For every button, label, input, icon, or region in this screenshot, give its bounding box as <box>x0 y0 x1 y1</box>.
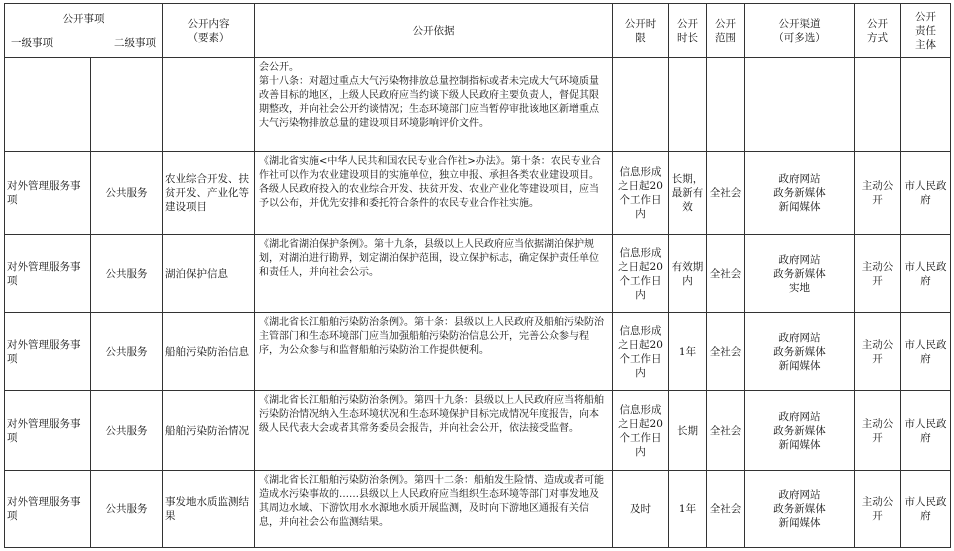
cell-subject: 市人民政府 <box>901 152 951 235</box>
cell-subject: 市人民政府 <box>901 471 951 548</box>
cell-content <box>163 58 255 152</box>
cell-method: 主动公开 <box>855 391 901 471</box>
cell-content: 湖泊保护信息 <box>163 235 255 313</box>
cell-duration <box>669 58 707 152</box>
cell-basis: 会公开。 第十八条：对超过重点大气污染物排放总量控制指标或者未完成大气环境质量改善目标的地区，上级人民政府应当约谈下级人民政府主要负责人，督促其限期整改，并向社会公开约谈情况；生态环境部门应当暂停审批该地区新增重点大气污染物排放总量的建设项目环境影响评价文件。 <box>255 58 613 152</box>
cell-basis: 《湖北省长江船舶污染防治条例》。第四十二条：船舶发生险情、造成或者可能造成水污染事故的……县级以上人民政府应当组织生态环境等部门对事发地及其周边水域、下游饮用水水源地水质开展监测，及时向下游地区通报有关信息，并向社会公布监测结果。 <box>255 471 613 548</box>
header-content: 公开内容 （要素） <box>163 4 255 58</box>
cell-basis: 《湖北省湖泊保护条例》。第十九条，县级以上人民政府应当依据湖泊保护规划，对湖泊进行勘界，划定湖泊保护范围，设立保护标志，确定保护责任单位和责任人，并向社会公示。 <box>255 235 613 313</box>
cell-scope: 全社会 <box>707 471 745 548</box>
header-channel: 公开渠道 （可多选） <box>745 4 855 58</box>
cell-subject <box>901 58 951 152</box>
cell-basis: 《湖北省长江船舶污染防治条例》。第十条：县级以上人民政府及船舶污染防治主管部门和生态环境部门应当加强船舶污染防治信息公开，完善公众参与程序，为公众参与和监督船舶污染防治工作提供便利。 <box>255 313 613 391</box>
cell-scope: 全社会 <box>707 152 745 235</box>
cell-level1: 对外管理服务事项 <box>5 471 91 548</box>
cell-level1: 对外管理服务事项 <box>5 152 91 235</box>
cell-scope: 全社会 <box>707 235 745 313</box>
cell-scope <box>707 58 745 152</box>
cell-level1 <box>5 58 91 152</box>
header-duration: 公开 时长 <box>669 4 707 58</box>
cell-level2: 公共服务 <box>91 471 163 548</box>
table-row <box>5 313 951 391</box>
cell-level1: 对外管理服务事项 <box>5 313 91 391</box>
cell-content: 船舶污染防治情况 <box>163 391 255 471</box>
cell-channel: 政府网站 政务新媒体 新闻媒体 <box>745 471 855 548</box>
table-row <box>5 58 951 152</box>
table-row <box>5 391 951 471</box>
header-scope: 公开 范围 <box>707 4 745 58</box>
header-subject: 公开 责任 主体 <box>901 4 951 58</box>
cell-level2: 公共服务 <box>91 313 163 391</box>
cell-timelimit <box>613 58 669 152</box>
header-timelimit: 公开时 限 <box>613 4 669 58</box>
cell-method: 主动公开 <box>855 313 901 391</box>
header-level2: 二级事项 <box>114 36 156 49</box>
cell-level2 <box>91 58 163 152</box>
header-matter <box>5 4 163 58</box>
cell-duration: 长期，最新有效 <box>669 152 707 235</box>
header-matter-label: 公开事项 <box>62 12 105 25</box>
cell-level2: 公共服务 <box>91 391 163 471</box>
cell-channel: 政府网站 政务新媒体 新闻媒体 <box>745 391 855 471</box>
cell-channel <box>745 58 855 152</box>
cell-duration: 长期 <box>669 391 707 471</box>
header-method: 公开 方式 <box>855 4 901 58</box>
cell-timelimit: 及时 <box>613 471 669 548</box>
cell-subject: 市人民政府 <box>901 235 951 313</box>
cell-timelimit: 信息形成之日起20个工作日内 <box>613 235 669 313</box>
cell-subject: 市人民政府 <box>901 391 951 471</box>
cell-level1: 对外管理服务事项 <box>5 391 91 471</box>
cell-basis: 《湖北省实施<中华人民共和国农民专业合作社>办法》。第十条：农民专业合作社可以作为农业建设项目的实施单位，独立申报、承担各类农业建设项目。各级人民政府投入的农业综合开发、扶贫开发、农业产业化等建设项目，应当予以公布，并优先安排和委托符合条件的农民专业合作社实施。 <box>255 152 613 235</box>
cell-content: 船舶污染防治信息 <box>163 313 255 391</box>
cell-scope: 全社会 <box>707 391 745 471</box>
cell-level1: 对外管理服务事项 <box>5 235 91 313</box>
table-row <box>5 152 951 235</box>
cell-duration: 1年 <box>669 471 707 548</box>
cell-subject: 市人民政府 <box>901 313 951 391</box>
cell-timelimit: 信息形成之日起20个工作日内 <box>613 391 669 471</box>
cell-channel: 政府网站 政务新媒体 实地 <box>745 235 855 313</box>
cell-scope: 全社会 <box>707 313 745 391</box>
cell-method <box>855 58 901 152</box>
cell-timelimit: 信息形成之日起20个工作日内 <box>613 152 669 235</box>
cell-duration: 有效期内 <box>669 235 707 313</box>
cell-basis: 《湖北省长江船舶污染防治条例》。第四十九条：县级以上人民政府应当将船舶污染防治情况纳入生态环境状况和生态环境保护目标完成情况年度报告，向本级人民代表大会或者其常务委员会报告，并向社会公开，依法接受监督。 <box>255 391 613 471</box>
table-row <box>5 235 951 313</box>
cell-level2: 公共服务 <box>91 235 163 313</box>
disclosure-table <box>4 3 951 548</box>
cell-content: 农业综合开发、扶贫开发、产业化等建设项目 <box>163 152 255 235</box>
cell-channel: 政府网站 政务新媒体 新闻媒体 <box>745 313 855 391</box>
cell-channel: 政府网站 政务新媒体 新闻媒体 <box>745 152 855 235</box>
cell-method: 主动公开 <box>855 235 901 313</box>
cell-level2: 公共服务 <box>91 152 163 235</box>
header-level1: 一级事项 <box>11 36 53 49</box>
cell-method: 主动公开 <box>855 152 901 235</box>
header-row <box>5 4 951 58</box>
table-row <box>5 471 951 548</box>
cell-content: 事发地水质监测结果 <box>163 471 255 548</box>
cell-duration: 1年 <box>669 313 707 391</box>
cell-timelimit: 信息形成之日起20个工作日内 <box>613 313 669 391</box>
header-basis: 公开依据 <box>255 4 613 58</box>
cell-method: 主动公开 <box>855 471 901 548</box>
